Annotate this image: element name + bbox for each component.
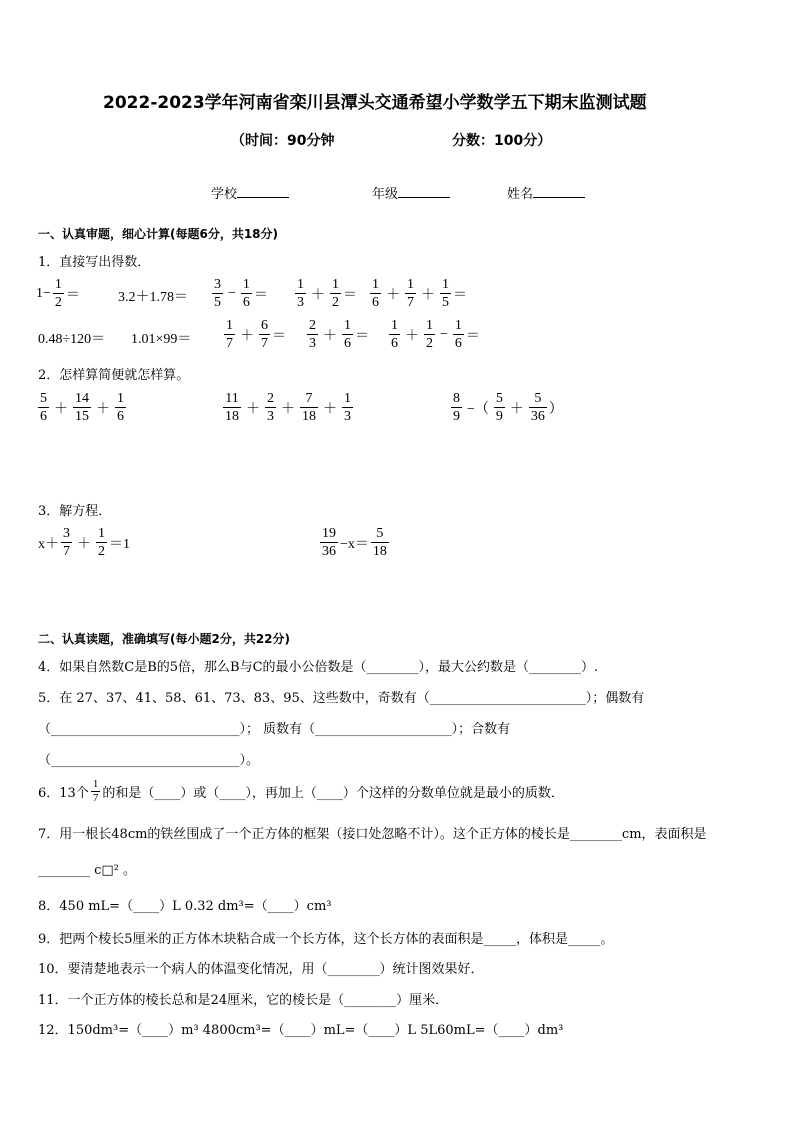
expr-o: $\frac{19}{36}$ −x＝ $\frac{5}{18}$ (322, 526, 387, 559)
time-label: （时间：90分钟 (231, 133, 335, 149)
expr-d: $\frac{1}{3}$ ＋ $\frac{1}{2}$ ＝ (297, 277, 357, 310)
expr-f: 0.48÷120＝ (38, 332, 106, 347)
question-10: 10．要清楚地表示一个病人的体温变化情况，用（________）统计图效果好． (38, 962, 484, 977)
question-5-line-2: （_____________________________）； 质数有（_____________________）；合数有 (38, 722, 511, 737)
expr-h: $\frac{1}{7}$ ＋ $\frac{6}{7}$ ＝ (226, 318, 286, 351)
expr-m: $\frac{8}{9}$ −（ $\frac{5}{9}$ ＋ $\frac{5}{36}$ ） (453, 391, 563, 424)
expr-l: $\frac{11}{18}$ ＋ $\frac{2}{3}$ ＋ $\frac{7}{18}$ ＋ $\frac{1}{3}$ (225, 391, 351, 424)
question-3: 3．解方程． (38, 504, 112, 519)
question-11: 11．一个正方体的棱长总和是24厘米，它的棱长是（________）厘米． (38, 993, 449, 1008)
grade-label: 年级 (372, 187, 399, 202)
name-field[interactable] (507, 183, 585, 202)
expr-i: $\frac{2}{3}$ ＋ $\frac{1}{6}$ ＝ (309, 318, 369, 351)
section-2-heading: 二、认真读题，准确填写(每小题2分，共22分) (38, 632, 291, 646)
expr-b: 3.2＋1.78＝ (118, 290, 188, 305)
question-7-line-2: ________ c□² 。 (38, 863, 137, 878)
expr-k: $\frac{5}{6}$ ＋ $\frac{14}{15}$ ＋ $\frac{1}{6}$ (40, 391, 124, 424)
name-label: 姓名 (507, 187, 534, 202)
expr-e: $\frac{1}{6}$ ＋ $\frac{1}{7}$ ＋ $\frac{1}{5}$ ＝ (372, 277, 467, 310)
question-9: 9．把两个棱长5厘米的正方体木块粘合成一个长方体，这个长方体的表面积是_____，体积是_____。 (38, 932, 614, 947)
question-12: 12．150dm³=（____）m³ 4800cm³=（____）mL=（____）L 5L60mL=（____）dm³ (38, 1023, 564, 1038)
score-label: 分数：100分） (452, 133, 552, 149)
expr-c: $\frac{3}{5}$ − $\frac{1}{6}$ ＝ (214, 277, 268, 310)
expr-a: 1− $\frac{1}{2}$ ＝ (36, 277, 80, 310)
question-2: 2．怎样算简便就怎样算。 (38, 368, 190, 383)
expr-n: x＋ $\frac{3}{7}$ ＋ $\frac{1}{2}$ ＝1 (38, 526, 130, 559)
question-8: 8．450 mL=（____）L 0.32 dm³=（____）cm³ (38, 899, 332, 914)
question-6: 6．13个 $\frac{1}{7}$ 的和是（____）或（____），再加上（____）个这样的分数单位就是最小的质数． (38, 778, 564, 804)
question-5-line-3: （_____________________________）。 (38, 753, 260, 768)
expr-g: 1.01×99＝ (131, 332, 192, 347)
grade-field[interactable] (372, 183, 450, 202)
section-1-heading: 一、认真审题，细心计算(每题6分，共18分) (38, 227, 279, 241)
question-7-line-1: 7．用一根长48cm的铁丝围成了一个正方体的框架（接口处忽略不计）。这个正方体的棱长是________cm，表面积是 (38, 827, 707, 842)
question-1: 1．直接写出得数． (38, 255, 151, 270)
school-field[interactable] (211, 183, 289, 202)
page-title: 2022-2023学年河南省栾川县潭头交通希望小学数学五下期末监测试题 (103, 93, 647, 113)
school-label: 学校 (211, 187, 238, 202)
expr-j: $\frac{1}{6}$ ＋ $\frac{1}{2}$ − $\frac{1}{6}$ ＝ (391, 318, 480, 351)
question-5-line-1: 5．在 27、37、41、58、61、73、83、95、这些数中，奇数有（________________________）；偶数有 (38, 691, 645, 706)
question-4: 4．如果自然数C是B的5倍，那么B与C的最小公倍数是（________），最大公约数是（________）. (38, 660, 599, 675)
